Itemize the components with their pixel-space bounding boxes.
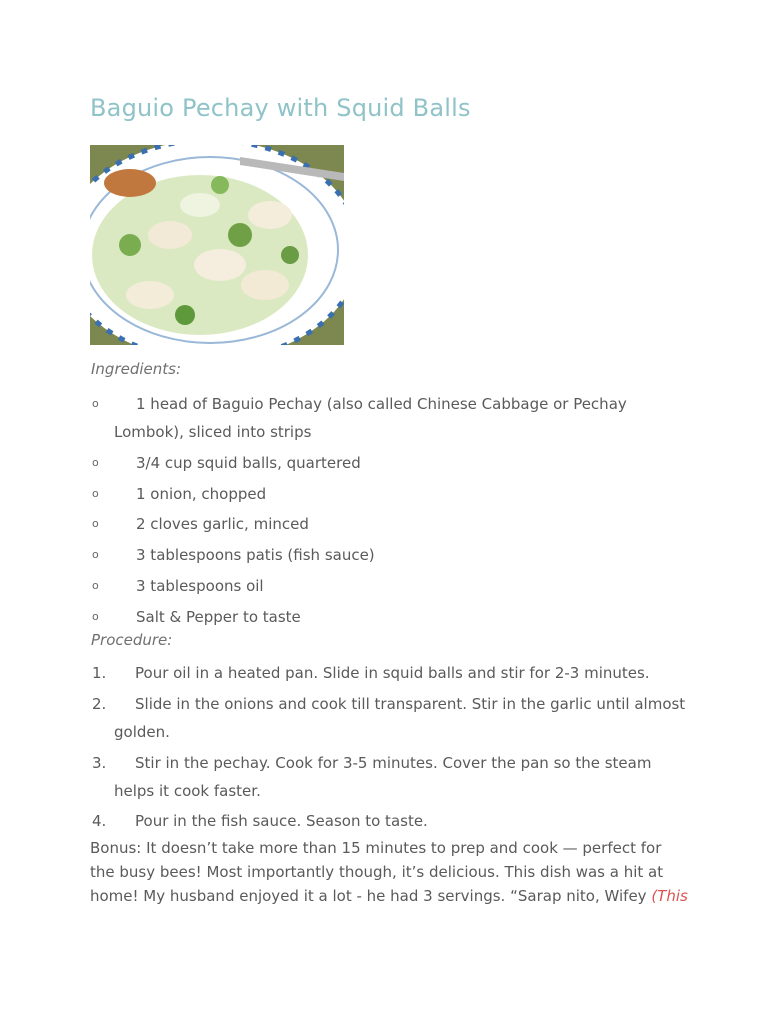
step-number: 1. [92,664,107,682]
ingredients-list [90,390,690,634]
procedure-list [90,659,690,838]
step-text: Pour oil in a heated pan. Slide in squid balls and stir for 2-3 minutes. [135,664,650,682]
bonus-paragraph [90,836,690,908]
list-item [90,390,690,446]
bullet-icon: o [92,548,99,562]
list-item [90,603,690,631]
procedure-step [90,807,690,835]
ingredient-text: 2 cloves garlic, minced [136,515,309,534]
list-item [90,480,690,508]
list-item [90,572,690,600]
list-item [90,449,690,477]
ingredient-text: 3 tablespoons patis (fish sauce) [136,546,375,565]
step-number: 4. [92,812,107,831]
recipe-photo [90,145,344,345]
procedure-heading: Procedure: [91,631,173,649]
step-text: Slide in the onions and cook till transparent. Stir in the garlic until almost golden. [114,694,686,741]
list-item [90,541,690,569]
procedure-step [90,659,690,687]
step-text: Pour in the fish sauce. Season to taste. [135,812,428,831]
ingredient-text: 3 tablespoons oil [136,576,264,595]
bonus-text: Bonus: It doesn’t take more than 15 minutes to prep and cook — perfect for the busy bees! Most importantly though, it’s delicious. This dish was a hit at home! My husband enjoyed it a lot - he had 3 servings. “Sarap nito, Wifey [90,839,664,905]
bullet-icon: o [92,609,99,623]
procedure-step [90,749,690,805]
ingredient-text: 1 head of Baguio Pechay (also called Chinese Cabbage or Pechay Lombok), sliced into strips [114,395,627,441]
ingredient-text: Salt & Pepper to taste [136,607,301,626]
ingredient-text: 1 onion, chopped [136,484,267,503]
ingredient-text: 3/4 cup squid balls, quartered [136,453,361,472]
page-title: Baguio Pechay with Squid Balls [90,94,471,122]
ingredients-heading: Ingredients: [91,360,182,378]
step-number: 3. [92,753,107,772]
step-text: Stir in the pechay. Cook for 3-5 minutes. Cover the pan so the steam helps it cook faster. [114,753,652,800]
bullet-icon: o [92,578,99,592]
food-photo-icon [90,145,344,345]
bullet-icon: o [92,486,99,500]
step-number: 2. [92,694,107,713]
bullet-icon: o [92,455,99,469]
bullet-icon: o [92,397,99,410]
procedure-step [90,690,690,746]
list-item [90,510,690,538]
bonus-tail: (This [651,887,688,905]
bullet-icon: o [92,517,99,531]
